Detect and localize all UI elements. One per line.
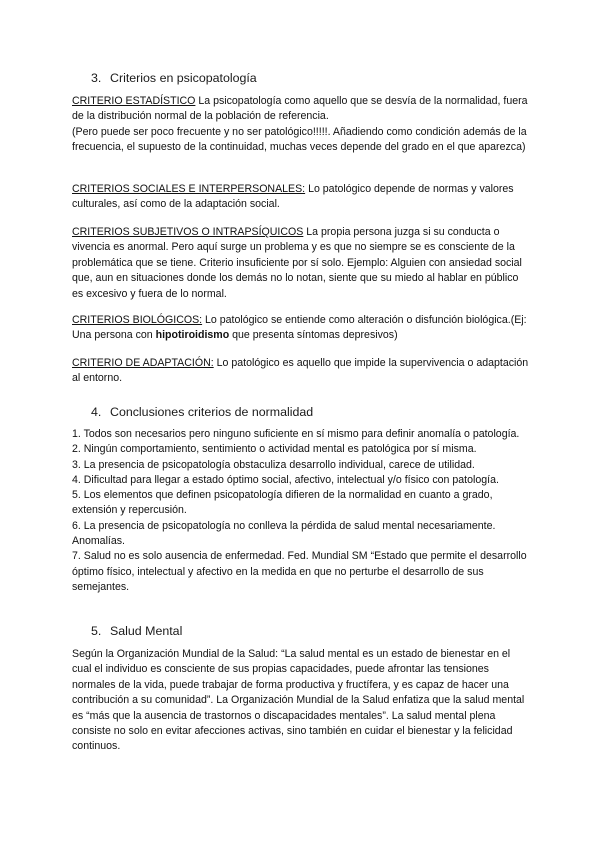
criterion-text: La propia persona juzga si su conducta o vivencia es anormal. Pero aquí surge un problema y es que no siempre se es consciente de la problemática que se tiene. Criterio insuficiente por sí solo. Ejemplo: Alguien con ansiedad social que, aun en situaciones donde los demás no lo notan, siente que su miedo al hablar en público es excesivo y fuera de lo normal.: [72, 226, 522, 300]
section-4-number: 4.: [91, 405, 102, 419]
section-5-heading: [91, 624, 182, 638]
criterion-text-end: que presenta síntomas depresivos): [229, 329, 398, 342]
list-item: 5. Los elementos que definen psicopatología difieren de la normalidad en cuanto a grado, extensión y repercusión.: [72, 489, 493, 517]
criterion-label: CRITERIOS BIOLÓGICOS:: [72, 314, 203, 326]
section-4-heading: [91, 405, 313, 419]
list-item: 1. Todos son necesarios pero ninguno suficiente en sí mismo para definir anomalía o patología.: [72, 428, 520, 440]
criterion-label: CRITERIOS SUBJETIVOS O INTRAPSÍQUICOS: [72, 226, 304, 238]
mental-health-paragraph: [72, 647, 532, 755]
section-3-heading: [91, 71, 257, 85]
criterion-adaptation: [72, 356, 532, 387]
section-5-number: 5.: [91, 624, 102, 638]
section-5-title: Salud Mental: [110, 624, 183, 638]
section-4-title: Conclusiones criterios de normalidad: [110, 405, 314, 419]
criterion-social: [72, 182, 532, 213]
criterion-bold-term: hipotiroidismo: [155, 329, 230, 342]
criterion-text: La psicopatología como aquello que se desvía de la normalidad, fuera de la distribución normal de la población de referencia.: [72, 95, 528, 123]
list-item: 2. Ningún comportamiento, sentimiento o actividad mental es patológica por sí misma.: [72, 443, 477, 456]
criterion-biological: [72, 313, 532, 344]
criterion-subjective: [72, 225, 532, 302]
list-item: 6. La presencia de psicopatología no conlleva la pérdida de salud mental necesariamente. Anomalías.: [72, 519, 496, 548]
criterion-label: CRITERIO ESTADÍSTICO: [72, 95, 196, 107]
list-item: 4. Dificultad para llegar a estado óptimo social, afectivo, intelectual y/o físico con patología.: [72, 473, 499, 486]
criterion-statistical: [72, 94, 532, 156]
section-3-title: Criterios en psicopatología: [110, 71, 257, 85]
list-item: 7. Salud no es solo ausencia de enfermedad. Fed. Mundial SM “Estado que permite el desarrollo óptimo físico, intelectual y afectivo en la medida en que no perturbe el desarrollo de sus semejantes.: [72, 550, 527, 593]
list-item: 3. La presencia de psicopatología obstaculiza desarrollo individual, carece de utilidad.: [72, 458, 475, 471]
criterion-label: CRITERIO DE ADAPTACIÓN:: [72, 357, 214, 369]
conclusions-list: [72, 427, 532, 595]
paragraph-text: Según la Organización Mundial de la Salud: “La salud mental es un estado de bienestar en el cual el individuo es consciente de sus propias capacidades, puede afrontar las tensiones normales de la vida, puede trabajar de forma productiva y fructífera, y es capaz de hacer una contribución a su comunidad”. La Organización Mundial de la Salud enfatiza que la salud mental es “más que la ausencia de trastornos o discapacidades mentales”. La salud mental plena consiste no solo en evitar afecciones activas, sino también en cuidar el bienestar y la felicidad continuos.: [72, 648, 525, 753]
criterion-label: CRITERIOS SOCIALES E INTERPERSONALES:: [72, 183, 306, 195]
criterion-text: Lo patológico se entiende como alteración o disfunción biológica.(Ej: Una persona con: [72, 314, 527, 342]
criterion-text: Lo patológico depende de normas y valores culturales, así como de la adaptación social.: [72, 183, 514, 211]
criterion-text: Lo patológico es aquello que impide la supervivencia o adaptación al entorno.: [72, 357, 529, 385]
section-3-number: 3.: [91, 71, 102, 85]
criterion-note: (Pero puede ser poco frecuente y no ser patológico!!!!!. Añadiendo como condición además de la frecuencia, el supuesto de la continuidad, muchas veces depende del grado en el que aparezca): [72, 125, 527, 154]
